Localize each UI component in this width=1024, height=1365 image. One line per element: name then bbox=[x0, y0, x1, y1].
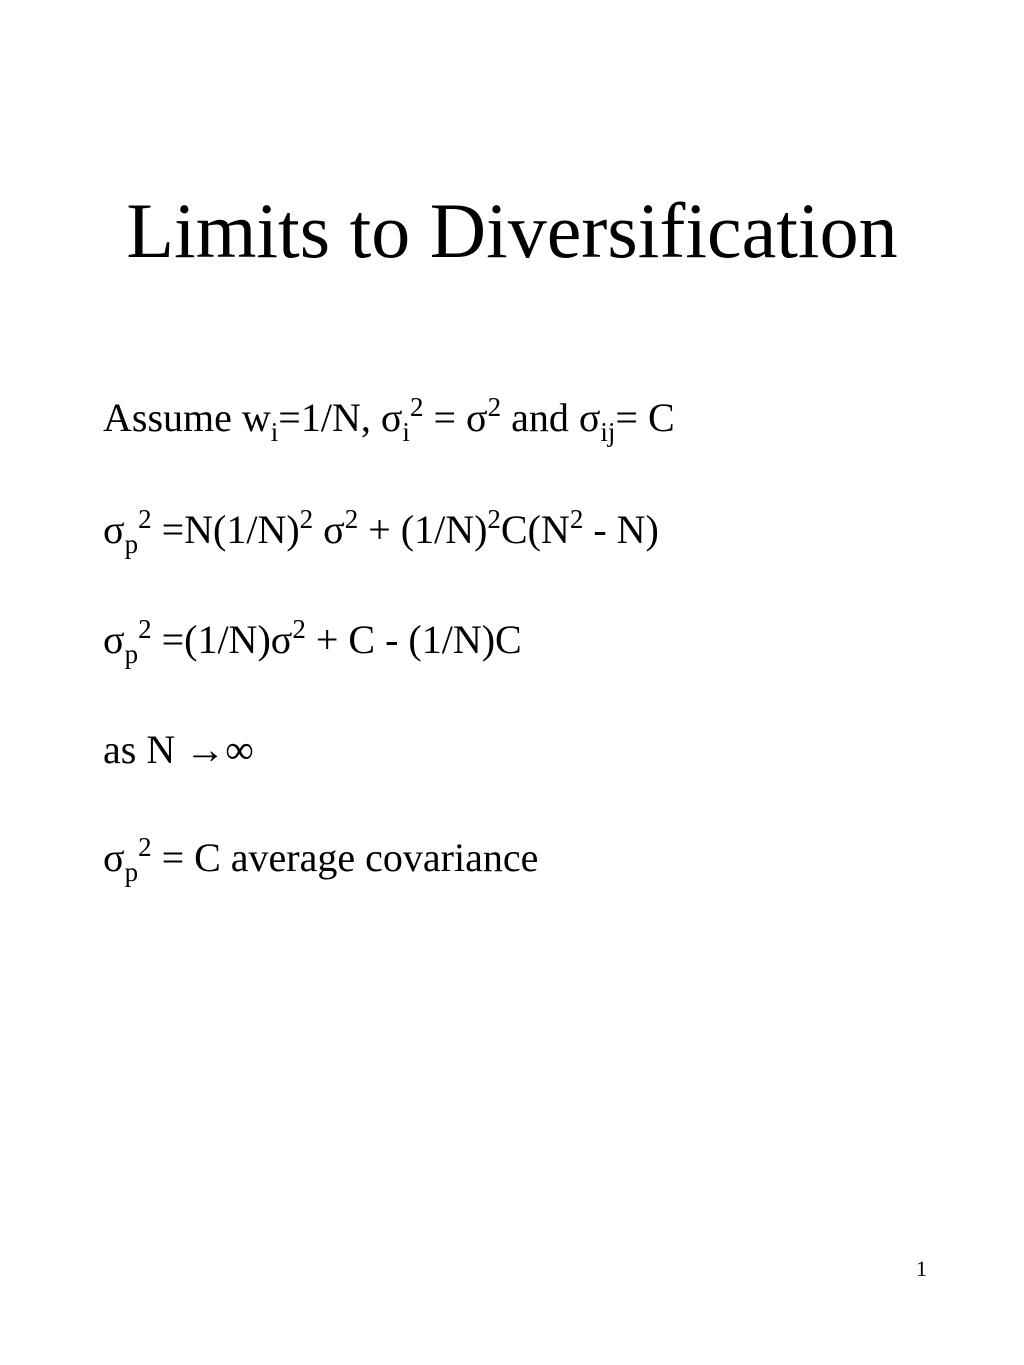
superscript-2: 2 bbox=[138, 504, 152, 534]
superscript-2: 2 bbox=[487, 392, 502, 422]
eq2-text-3: + C - (1/N)C bbox=[305, 617, 522, 662]
superscript-2: 2 bbox=[138, 614, 152, 644]
result-text-1: σ bbox=[103, 835, 125, 880]
assume-text-5: = C bbox=[615, 395, 675, 440]
superscript-2: 2 bbox=[292, 614, 306, 644]
result-text-2: = C average covariance bbox=[151, 835, 539, 880]
assume-text-2: =1/N, σ bbox=[278, 395, 403, 440]
subscript-i: i bbox=[270, 417, 279, 447]
eq1-text-2: =N(1/N) bbox=[151, 507, 300, 552]
result-line bbox=[103, 832, 539, 887]
assume-text-4: and σ bbox=[501, 395, 601, 440]
superscript-2: 2 bbox=[344, 504, 359, 534]
subscript-p: p bbox=[124, 639, 139, 669]
eq1-text-1: σ bbox=[103, 507, 125, 552]
superscript-2: 2 bbox=[487, 504, 501, 534]
eq1-text-3: σ bbox=[313, 507, 345, 552]
slide-title: Limits to Diversification bbox=[126, 187, 898, 274]
eq1-text-5: C(N bbox=[500, 507, 570, 552]
subscript-ij: ij bbox=[600, 417, 616, 447]
superscript-2: 2 bbox=[299, 504, 314, 534]
subscript-i: i bbox=[402, 417, 410, 447]
superscript-2: 2 bbox=[569, 504, 584, 534]
eq1-text-4: + (1/N) bbox=[358, 507, 488, 552]
subscript-p: p bbox=[124, 529, 139, 559]
assumption-line bbox=[103, 392, 675, 447]
page-number: 1 bbox=[916, 1256, 927, 1281]
superscript-2: 2 bbox=[138, 832, 152, 862]
subscript-p: p bbox=[124, 857, 139, 887]
eq1-text-6: - N) bbox=[583, 507, 659, 552]
eq2-text-1: σ bbox=[103, 617, 125, 662]
assume-text-1: Assume w bbox=[103, 395, 271, 440]
limit-text: as N →∞ bbox=[103, 727, 254, 772]
superscript-2: 2 bbox=[409, 392, 424, 422]
eq2-text-2: =(1/N)σ bbox=[151, 617, 293, 662]
portfolio-variance-equation-1 bbox=[103, 504, 659, 559]
portfolio-variance-equation-2 bbox=[103, 614, 522, 669]
limit-line bbox=[103, 727, 254, 772]
assume-text-3: = σ bbox=[423, 395, 488, 440]
